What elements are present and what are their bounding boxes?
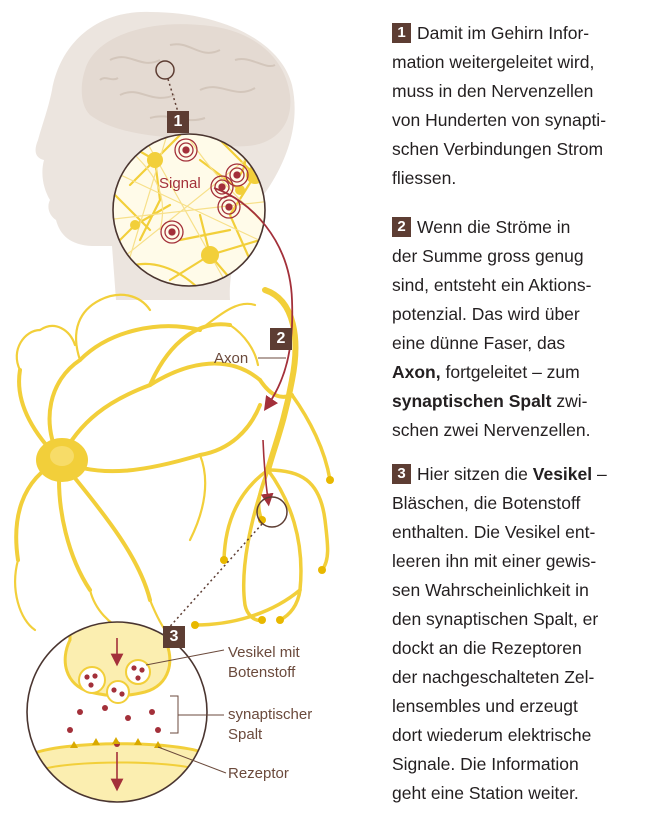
marker-2: 2 [270, 328, 292, 350]
step-2-line: sind, entsteht ein Aktions- [392, 275, 592, 295]
step-1-line: Damit im Gehirn Infor- [417, 23, 590, 43]
step-3-line: Signale. Die Information [392, 754, 579, 774]
step-2-number: 2 [392, 217, 411, 237]
step-2-line: potenzial. Das wird über [392, 304, 580, 324]
step-2-line: schen zwei Nervenzellen. [392, 420, 591, 440]
step-3-line: Hier sitzen die Vesikel – [417, 464, 607, 484]
step-3-line: lensembles und erzeugt [392, 696, 578, 716]
label-spalt-line1: synaptischer [228, 706, 313, 723]
step-2-line: eine dünne Faser, das [392, 333, 566, 353]
step-2-line: synaptischen Spalt zwi- [392, 391, 588, 411]
step-1-number: 1 [392, 23, 411, 43]
step-1-line: mation weitergeleitet wird, [392, 52, 595, 72]
marker-3: 3 [163, 626, 185, 648]
step-1-line: fliessen. [392, 168, 457, 188]
label-signal: Signal [159, 175, 201, 192]
label-spalt [228, 705, 312, 745]
step-3-line: dort wiederum elektrische [392, 725, 592, 745]
step-3-text [392, 460, 644, 808]
step-1-line: muss in den Nervenzellen [392, 81, 594, 101]
label-axon: Axon [214, 350, 249, 367]
step-2-line: Wenn die Ströme in [417, 217, 571, 237]
step-1-line: schen Verbindungen Strom [392, 139, 604, 159]
step-3-line: der nachgeschalteten Zel- [392, 667, 595, 687]
step-3-line: Bläschen, die Botenstoff [392, 493, 581, 513]
step-3-line: enthalten. Die Vesikel ent- [392, 522, 596, 542]
label-vesikel [228, 643, 300, 683]
marker-1: 1 [167, 111, 189, 133]
step-3-line: den synaptischen Spalt, er [392, 609, 599, 629]
step-3-line: leeren ihn mit einer gewis- [392, 551, 597, 571]
step-3-line: dockt an die Rezeptoren [392, 638, 582, 658]
step-2-line: Axon, fortgeleitet – zum [392, 362, 580, 382]
label-spalt-line2: Spalt [228, 726, 263, 743]
step-3-number: 3 [392, 464, 411, 484]
step-3-line: geht eine Station weiter. [392, 783, 579, 803]
label-vesikel-line2: Botenstoff [228, 664, 296, 681]
step-2-line: der Summe gross genug [392, 246, 584, 266]
label-vesikel-line1: Vesikel mit [228, 644, 300, 661]
step-2-text [392, 213, 644, 445]
zoom-circle-synapse [20, 615, 220, 820]
synapse-focus-ring [257, 497, 287, 527]
step-3-line: sen Wahrscheinlichkeit in [392, 580, 589, 600]
step-1-text [392, 19, 644, 193]
label-rezeptor: Rezeptor [228, 765, 289, 782]
step-1-line: von Hunderten von synapti- [392, 110, 607, 130]
